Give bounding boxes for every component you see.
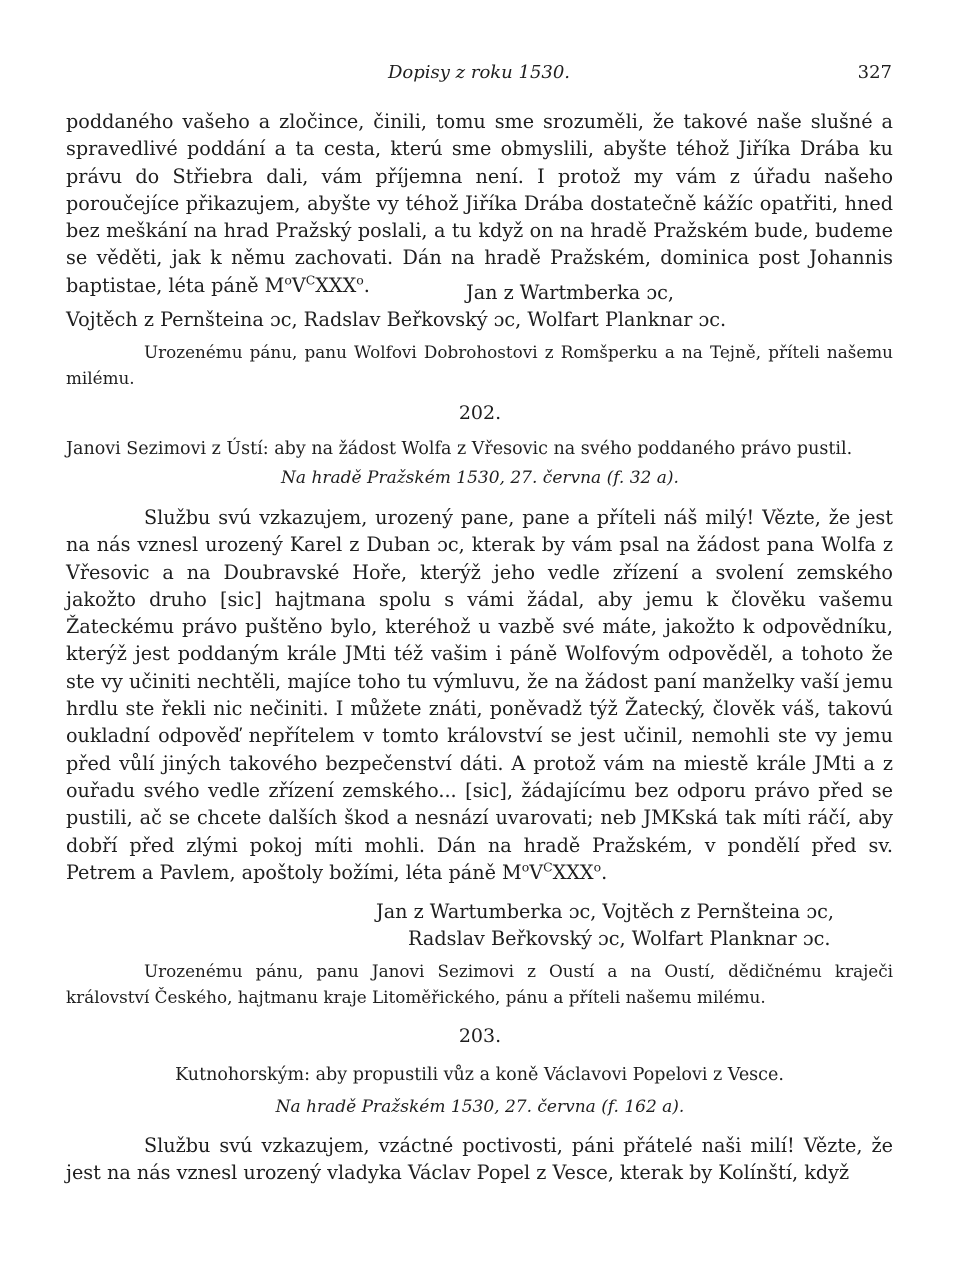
letter-203-body	[66, 1132, 893, 1187]
document-title: Janovi Sezimovi z Ústí: aby na žádost Wolfa z Vřesovic na svého poddaného právo pustil.	[66, 439, 853, 459]
letter-202-body	[66, 504, 893, 886]
document-date: Na hradě Pražském 1530, 27. června (f. 32 a).	[281, 468, 679, 488]
letter-202-text: Službu svú vzkazujem, urozený pane, pane a příteli náš milý! Vězte, že jest na nás vznesl urozený Karel z Duban ɔc, kterak by vám psal na žádost pana Wolfa z Vřesovic a na Doubravské Hoře, kterýž jeho vedle zřízení a svolení zemského jakožto druho [sic] hajtmana spolu s vámi žádal, aby jemu k člověku vašemu Žateckému právo puštěno bylo, kteréhož u vazbě své máte, jakožto k odpovědníku, kterýž jest poddaným krále JMti též vašim i páně Wolfovým odpověděl, a tohoto že ste vy učiniti nechtěli, majíce toho tu výmluvu, že na žádost paní manželky vaší jemu hrdlu ste řekli nic nečiniti. I můžete znáti, poněvadž týž Žatecký, člověk váš, takovú oukladní odpověď nepřítelem v tomto království se jest učinil, nemohli ste vy jemu před vůlí jiných takového bezpečenství dáti. A protož vám na miestě krále JMti a z ouřadu svého vedle zřízení zemského... [sic], žádajícímu bez odporu právo před se pustili, ač se chcete dalších škod a nesnází uvarovati; neb JMKská tak míti ráčí, aby dobří před zlými pokoj míti mohli. Dán na hradě Pražském, v pondělí před sv. Petrem a Pavlem, apoštoly božími, léta páně $M^oV^CXXX^o$.	[66, 506, 893, 884]
signature-line: Jan z Wartmberka ɔc,	[466, 281, 674, 304]
signature-line: Vojtěch z Pernšteina ɔc, Radslav Beřkovský ɔc, Wolfart Planknar ɔc.	[66, 308, 727, 332]
letter-202-signatures	[66, 898, 893, 953]
signature-line: Radslav Beřkovský ɔc, Wolfart Planknar ɔc.	[408, 927, 831, 951]
running-title: Dopisy z roku 1530.	[387, 62, 571, 83]
letter-201-signatures	[66, 279, 893, 334]
signature-line: Jan z Wartumberka ɔc, Vojtěch z Pernšteina ɔc,	[376, 900, 834, 923]
document-number: 202.	[458, 402, 502, 424]
document-date: Na hradě Pražském 1530, 27. června (f. 162 a).	[275, 1097, 685, 1117]
page-number: 327	[857, 62, 892, 83]
document-number: 203.	[458, 1025, 502, 1047]
letter-202-address	[66, 958, 893, 1010]
letter-201-text: poddaného vašeho a zločince, činili, tomu sme srozuměli, že takové naše slušné a spravedlivé poddání a ta cesta, kterú sme obmyslili, abyšte téhož Jiříka Drába ku právu do Střiebra dali, vám příjemna není. I protož my vám z úřadu našeho poroučejíce přikazujem, abyšte vy téhož Jiříka Drába dostatečně kážíc opatřiti, hned bez meškání na hrad Pražský poslali, a tu když on na hradě Pražském bude, budeme se věděti, jak k němu zachovati. Dán na hradě Pražském, dominica post Johannis baptistae, léta páně $M^oV^CXXX^o$.	[66, 110, 893, 297]
address-text: Urozenému pánu, panu Janovi Sezimovi z Oustí a na Oustí, dědičnému kraječi království Českého, hajtmanu kraje Litoměřického, pánu a příteli našemu milému.	[66, 961, 893, 1007]
letter-201-address	[66, 339, 893, 391]
address-text: Urozenému pánu, panu Wolfovi Dobrohostovi z Romšperku a na Tejně, příteli našemu milému.	[66, 342, 893, 388]
letter-201-body	[66, 108, 893, 299]
letter-203-text: Službu svú vzkazujem, vzáctné poctivosti, páni přátelé naši milí! Vězte, že jest na nás vznesl urozený vladyka Václav Popel z Vesce, kterak by Kolínští, když	[66, 1134, 893, 1185]
document-title: Kutnohorským: aby propustili vůz a koně Václavovi Popelovi z Vesce.	[175, 1065, 784, 1085]
page-header	[66, 58, 892, 88]
